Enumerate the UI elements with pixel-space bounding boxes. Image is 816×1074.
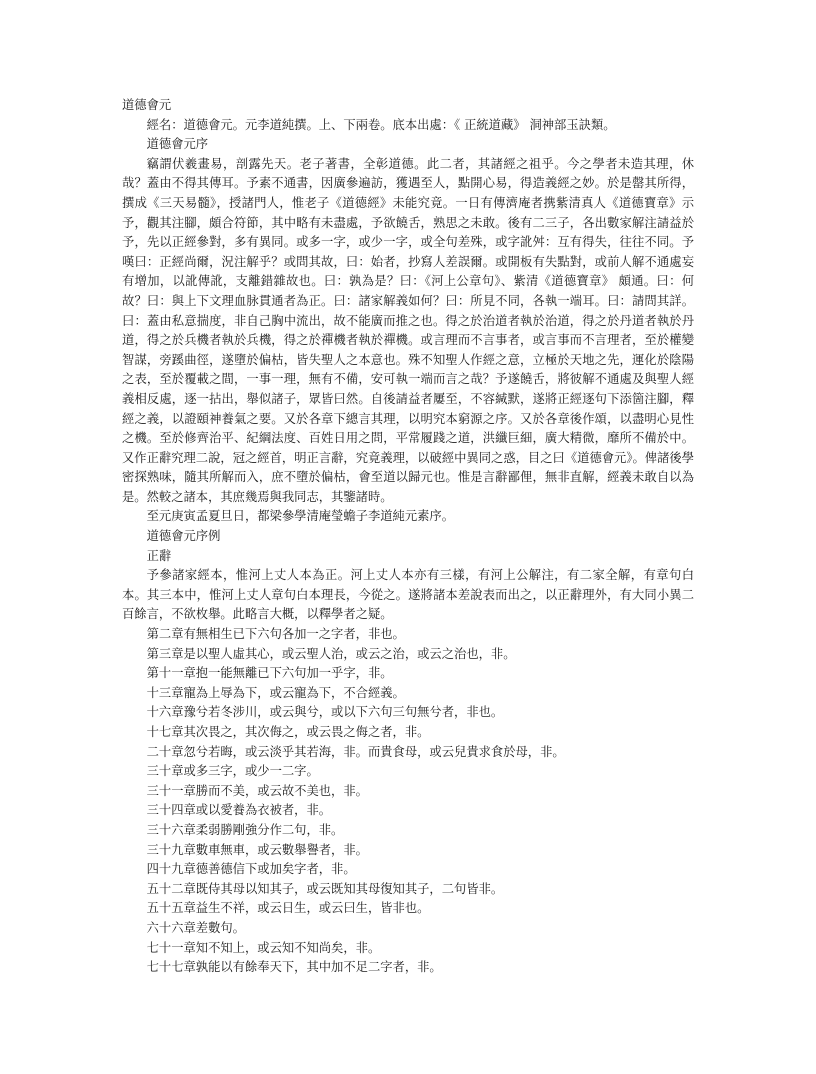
note-item: 三十一章勝而不美，或云故不美也，非。: [146, 783, 368, 798]
section-title-xuli: 道德會元序例: [146, 529, 221, 544]
note-item: 四十九章德善德信下或加矣字者，非。: [146, 862, 356, 877]
preface-signature: 至元庚寅孟夏旦日，都梁參學清庵瑩蟾子李道純元素序。: [146, 509, 455, 524]
note-item: 第二章有無相生已下六句各加一之字者，非也。: [146, 627, 405, 642]
preface-body: 竊謂伏羲畫易，剖露先天。老子著書，全彰道德。此二者，其諸經之祖乎。今之學者未造其理，休哉？蓋由不得其傳耳。予素不通書，因廣參遍訪，獲遇至人，點開心易，得造義經之妙。於是罄其所得，撰成《三天易髓》，授諸門人，惟老子《道德經》未能究竟。一日有傳濟庵者携紫清真人《道德寶章》示予，觀其注腳，頗合符節，其中略有未盡處，予欲饒舌，熟思之未敢。後有二三子，各出數家解注請益於予，先以正經參對，多有異同。或多一字，或少一字，或全句差殊，或字訛舛：互有得失，往往不同。予嘆曰：正經尚爾，況注解乎？或問其故，曰：始者，抄寫人差誤爾。或開板有失點對，或前人解不通處妄有增加，以訛傳訛，支離錯雜故也。曰：孰為是？曰：《河上公章句》、紫清《道德寶章》 頗通。曰：何故？曰：與上下文理血脉貫通者為正。曰：諸家解義如何？曰：所見不同，各執一端耳。曰：請問其詳。曰：蓋由私意揣度，非自己胸中流出，故不能廣而推之也。得之於治道者執於治道，得之於丹道者執於丹道，得之於兵機者執於兵機，得之於禪機者執於禪機。或言理而不言事者，或言事而不言理者，至於權變智謀，旁蹊曲徑，遂墮於偏枯，皆失聖人之本意也。殊不知聖人作經之意，立極於天地之先，運化於陰陽之表，至於覆載之間，一事一理，無有不備，安可執一端而言之哉？予遂饒舌，將彼解不通處及與聖人經義相反處，逐一拈出，舉似諸子，眾皆曰然。自後請益者屢至，不容緘默，遂將正經逐句下添箇注腳，釋經之義，以證頤神養氣之要。又於各章下總言其理，以明究本窮源之序。又於各章後作頌，以盡明心見性之機。至於修齊治平、紀綱法度、百姓日用之問，平常履踐之道，洪纖巨細，廣大精微，靡所不備於中。又作正辭究理二說，冠之經首，明正言辭，究竟義理，以破經中異同之惑，目之曰《道德會元》。俾諸後學密探熟味，隨其所解而入，庶不墮於偏枯，會至道以歸元也。惟是言辭鄙俚，無非直解，經義未敢自以為是。然較之諸本，其庶幾焉與我同志，其鑒諸時。: [122, 156, 694, 504]
note-item: 五十二章既侍其母以知其子，或云既知其母復知其子，二句皆非。: [146, 881, 504, 896]
note-item: 五十五章益生不祥，或云日生，或云曰生，皆非也。: [146, 901, 430, 916]
metadata-line: 經名：道德會元。元李道純撰。上、下兩卷。底本出處：《 正統道藏》 洞神部玉訣類。: [146, 117, 616, 132]
document-blocks: [122, 116, 694, 978]
note-item: 十六章豫兮若冬涉川，或云與兮，或以下六句三句無兮者，非也。: [146, 705, 504, 720]
note-item: 十三章寵為上辱為下，或云寵為下，不合經義。: [146, 685, 405, 700]
note-item: 十七章其次畏之，其次侮之，或云畏之侮之者，非。: [146, 725, 430, 739]
note-item: 二十章忽兮若晦，或云淡乎其若海，非。而貴食母，或云兒貴求食於母，非。: [146, 744, 565, 759]
zhengci-body: 予參諸家經本，惟河上丈人本為正。河上丈人本亦有三樣，有河上公解注，有二家全解，有章句白本。其三本中，惟河上丈人章句白本理長，今從之。遂將諸本差說表而出之，以正辭理外，有大同小異二百餘言，不欲枚舉。此略言大概，以釋學者之疑。: [122, 568, 694, 622]
note-item: 三十六章柔弱勝剛強分作二句，非。: [146, 822, 344, 837]
section-title-zhengci: 正辭: [146, 548, 172, 563]
note-item: 三十四章或以愛養為衣被者，非。: [146, 803, 332, 818]
note-item: 第三章是以聖人虛其心，或云聖人治，或云之治，或云之治也，非。: [146, 646, 516, 661]
document-heading: 道德會元: [122, 98, 172, 112]
note-item: 三十九章數車無車，或云數舉譽者，非。: [146, 842, 368, 857]
note-item: 第十一章抱一能無離已下六句加一乎字，非。: [146, 666, 393, 681]
note-item: 七十一章知不知上，或云知不知尚矣，非。: [146, 940, 381, 955]
note-item: 三十章或多三字，或少一二字。: [146, 764, 319, 779]
note-item: 七十七章孰能以有餘奉天下，其中加不足二字者，非。: [146, 960, 442, 975]
note-item: 六十六章差數句。: [146, 920, 245, 935]
preface-title: 道德會元序: [146, 137, 209, 152]
document-body: [122, 96, 694, 978]
